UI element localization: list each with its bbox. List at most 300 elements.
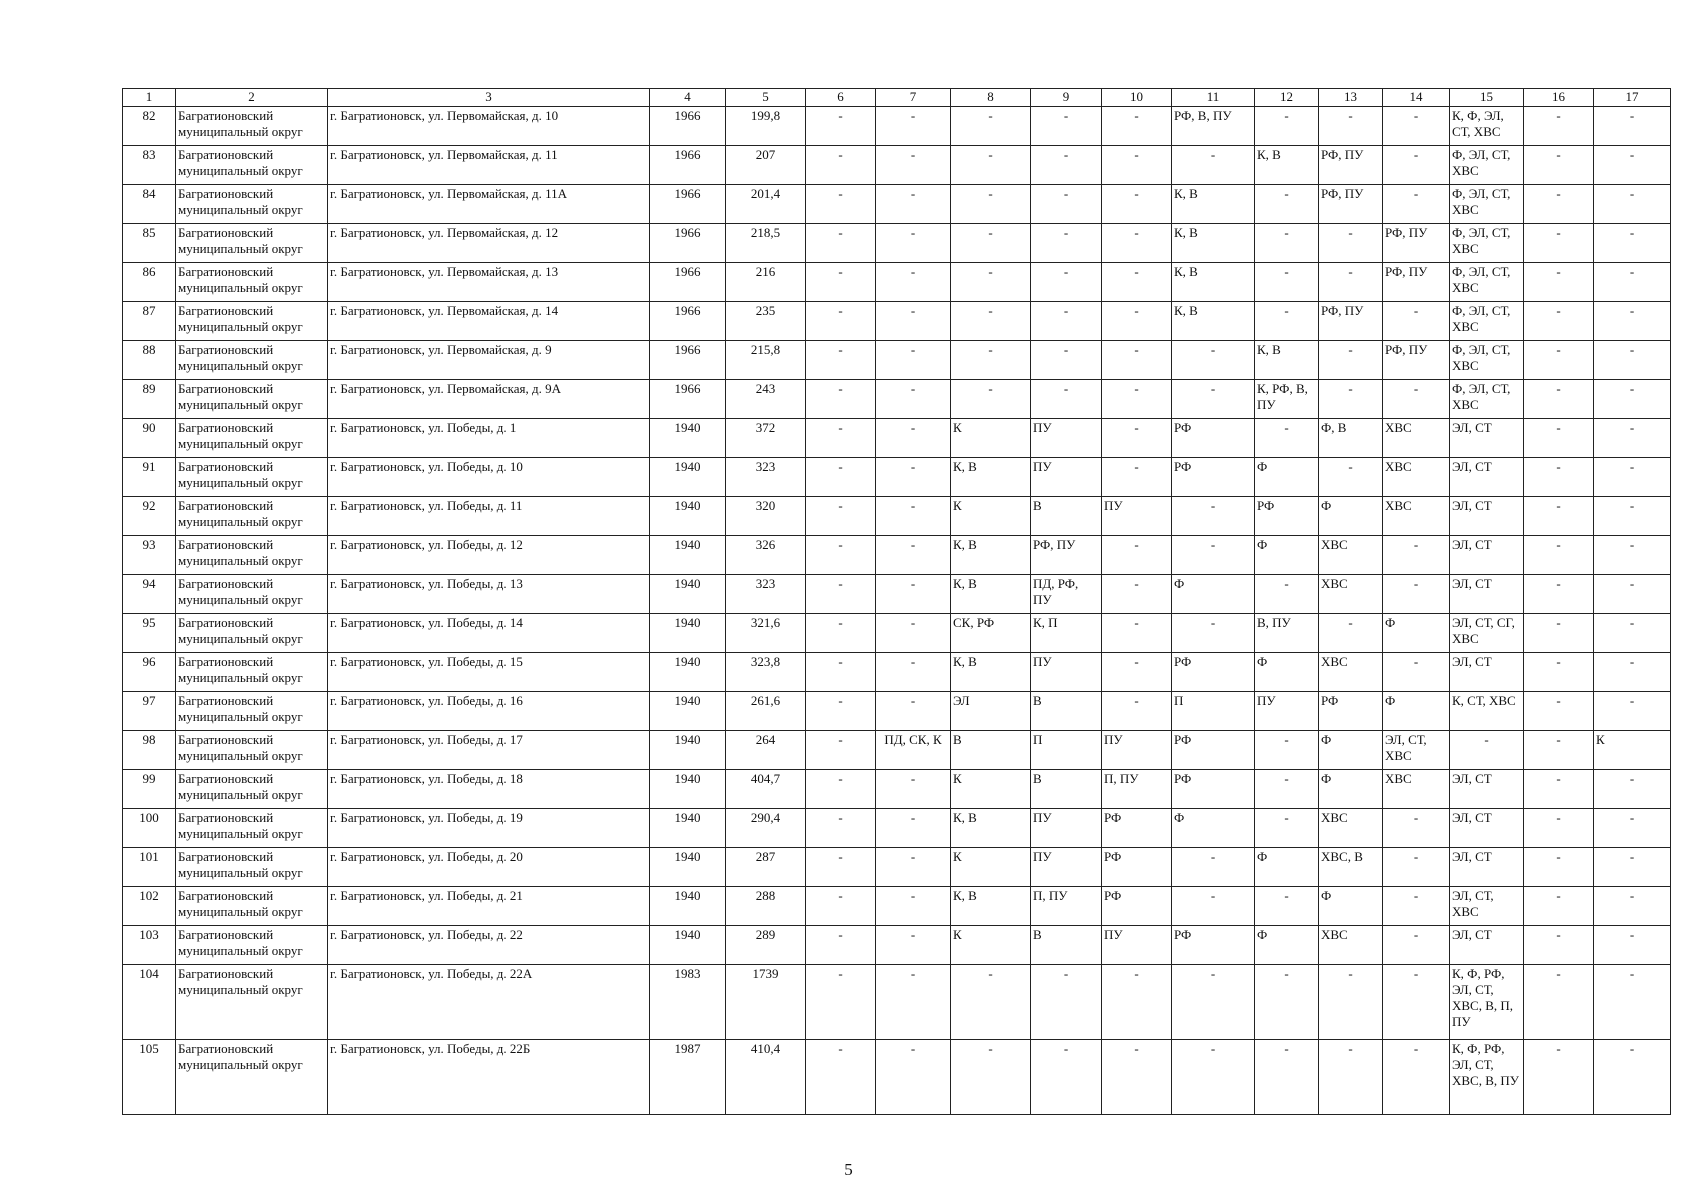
cell-col-6: - — [806, 809, 876, 848]
column-number-row — [123, 89, 1671, 107]
cell-col-17: - — [1594, 653, 1671, 692]
cell-col-3: г. Багратионовск, ул. Победы, д. 11 — [328, 497, 650, 536]
cell-col-17: - — [1594, 419, 1671, 458]
cell-col-1: 95 — [123, 614, 176, 653]
cell-col-4: 1987 — [650, 1040, 726, 1115]
cell-col-6: - — [806, 185, 876, 224]
cell-col-15: ЭЛ, СТ — [1450, 848, 1524, 887]
cell-col-16: - — [1524, 536, 1594, 575]
cell-col-6: - — [806, 146, 876, 185]
cell-col-3: г. Багратионовск, ул. Победы, д. 17 — [328, 731, 650, 770]
cell-col-15: Ф, ЭЛ, СТ, ХВС — [1450, 302, 1524, 341]
cell-col-7: - — [876, 536, 951, 575]
cell-col-6: - — [806, 341, 876, 380]
cell-col-9: В — [1031, 497, 1102, 536]
cell-col-16: - — [1524, 419, 1594, 458]
cell-col-2: Багратионовский муниципальный округ — [176, 224, 328, 263]
cell-col-8: - — [951, 341, 1031, 380]
cell-col-11: К, В — [1172, 185, 1255, 224]
cell-col-2: Багратионовский муниципальный округ — [176, 419, 328, 458]
table-row — [123, 731, 1671, 770]
cell-col-2: Багратионовский муниципальный округ — [176, 263, 328, 302]
cell-col-8: К, В — [951, 887, 1031, 926]
cell-col-4: 1966 — [650, 107, 726, 146]
cell-col-13: - — [1319, 380, 1383, 419]
cell-col-11: РФ — [1172, 926, 1255, 965]
cell-col-12: РФ — [1255, 497, 1319, 536]
cell-col-2: Багратионовский муниципальный округ — [176, 848, 328, 887]
cell-col-12: - — [1255, 1040, 1319, 1115]
cell-col-7: - — [876, 497, 951, 536]
cell-col-1: 84 — [123, 185, 176, 224]
cell-col-8: К — [951, 770, 1031, 809]
cell-col-17: - — [1594, 380, 1671, 419]
cell-col-17: - — [1594, 341, 1671, 380]
cell-col-2: Багратионовский муниципальный округ — [176, 146, 328, 185]
cell-col-15: Ф, ЭЛ, СТ, ХВС — [1450, 224, 1524, 263]
cell-col-7: - — [876, 107, 951, 146]
cell-col-10: - — [1102, 575, 1172, 614]
cell-col-7: - — [876, 263, 951, 302]
table-row — [123, 614, 1671, 653]
cell-col-13: ХВС — [1319, 809, 1383, 848]
cell-col-15: ЭЛ, СТ — [1450, 536, 1524, 575]
cell-col-7: - — [876, 341, 951, 380]
cell-col-9: В — [1031, 692, 1102, 731]
cell-col-14: - — [1383, 848, 1450, 887]
cell-col-13: Ф — [1319, 497, 1383, 536]
cell-col-15: ЭЛ, СТ — [1450, 458, 1524, 497]
cell-col-6: - — [806, 458, 876, 497]
cell-col-5: 410,4 — [726, 1040, 806, 1115]
cell-col-13: ХВС — [1319, 653, 1383, 692]
cell-col-8: К — [951, 926, 1031, 965]
cell-col-4: 1966 — [650, 185, 726, 224]
cell-col-17: - — [1594, 887, 1671, 926]
cell-col-3: г. Багратионовск, ул. Первомайская, д. 11А — [328, 185, 650, 224]
cell-col-17: - — [1594, 965, 1671, 1040]
cell-col-17: К — [1594, 731, 1671, 770]
cell-col-15: Ф, ЭЛ, СТ, ХВС — [1450, 341, 1524, 380]
cell-col-4: 1940 — [650, 692, 726, 731]
cell-col-1: 101 — [123, 848, 176, 887]
cell-col-5: 216 — [726, 263, 806, 302]
cell-col-17: - — [1594, 614, 1671, 653]
cell-col-6: - — [806, 575, 876, 614]
cell-col-2: Багратионовский муниципальный округ — [176, 614, 328, 653]
cell-col-5: 287 — [726, 848, 806, 887]
cell-col-4: 1940 — [650, 887, 726, 926]
cell-col-1: 96 — [123, 653, 176, 692]
cell-col-12: - — [1255, 419, 1319, 458]
cell-col-9: П, ПУ — [1031, 887, 1102, 926]
cell-col-12: К, РФ, В, ПУ — [1255, 380, 1319, 419]
cell-col-12: В, ПУ — [1255, 614, 1319, 653]
cell-col-7: - — [876, 224, 951, 263]
table-row — [123, 458, 1671, 497]
cell-col-7: - — [876, 1040, 951, 1115]
table-row — [123, 770, 1671, 809]
cell-col-6: - — [806, 653, 876, 692]
table-row — [123, 497, 1671, 536]
cell-col-16: - — [1524, 692, 1594, 731]
cell-col-3: г. Багратионовск, ул. Первомайская, д. 9 — [328, 341, 650, 380]
cell-col-1: 85 — [123, 224, 176, 263]
cell-col-14: - — [1383, 185, 1450, 224]
cell-col-4: 1940 — [650, 614, 726, 653]
cell-col-6: - — [806, 887, 876, 926]
column-number-3: 3 — [328, 89, 650, 107]
cell-col-4: 1940 — [650, 848, 726, 887]
cell-col-7: - — [876, 185, 951, 224]
cell-col-1: 98 — [123, 731, 176, 770]
cell-col-15: К, Ф, РФ, ЭЛ, СТ, ХВС, В, ПУ — [1450, 1040, 1524, 1115]
cell-col-16: - — [1524, 224, 1594, 263]
cell-col-9: П — [1031, 731, 1102, 770]
cell-col-11: - — [1172, 146, 1255, 185]
cell-col-15: ЭЛ, СТ — [1450, 575, 1524, 614]
cell-col-7: - — [876, 653, 951, 692]
cell-col-13: ХВС — [1319, 575, 1383, 614]
cell-col-11: - — [1172, 1040, 1255, 1115]
cell-col-4: 1966 — [650, 224, 726, 263]
cell-col-5: 323 — [726, 458, 806, 497]
cell-col-7: - — [876, 302, 951, 341]
cell-col-9: - — [1031, 107, 1102, 146]
cell-col-13: - — [1319, 263, 1383, 302]
cell-col-8: К, В — [951, 536, 1031, 575]
cell-col-7: - — [876, 848, 951, 887]
cell-col-11: К, В — [1172, 224, 1255, 263]
cell-col-14: - — [1383, 575, 1450, 614]
cell-col-11: РФ — [1172, 419, 1255, 458]
cell-col-2: Багратионовский муниципальный округ — [176, 965, 328, 1040]
cell-col-8: - — [951, 263, 1031, 302]
cell-col-14: - — [1383, 536, 1450, 575]
cell-col-1: 92 — [123, 497, 176, 536]
cell-col-3: г. Багратионовск, ул. Первомайская, д. 14 — [328, 302, 650, 341]
cell-col-4: 1966 — [650, 146, 726, 185]
cell-col-4: 1966 — [650, 341, 726, 380]
cell-col-13: - — [1319, 458, 1383, 497]
cell-col-2: Багратионовский муниципальный округ — [176, 653, 328, 692]
cell-col-1: 82 — [123, 107, 176, 146]
cell-col-16: - — [1524, 848, 1594, 887]
cell-col-8: - — [951, 965, 1031, 1040]
cell-col-9: В — [1031, 926, 1102, 965]
cell-col-6: - — [806, 692, 876, 731]
cell-col-17: - — [1594, 185, 1671, 224]
cell-col-16: - — [1524, 770, 1594, 809]
cell-col-15: - — [1450, 731, 1524, 770]
cell-col-3: г. Багратионовск, ул. Победы, д. 15 — [328, 653, 650, 692]
cell-col-17: - — [1594, 809, 1671, 848]
cell-col-3: г. Багратионовск, ул. Первомайская, д. 13 — [328, 263, 650, 302]
cell-col-15: ЭЛ, СТ, СГ, ХВС — [1450, 614, 1524, 653]
cell-col-10: - — [1102, 185, 1172, 224]
cell-col-1: 102 — [123, 887, 176, 926]
cell-col-15: ЭЛ, СТ — [1450, 926, 1524, 965]
cell-col-12: - — [1255, 887, 1319, 926]
cell-col-4: 1940 — [650, 653, 726, 692]
cell-col-8: В — [951, 731, 1031, 770]
cell-col-3: г. Багратионовск, ул. Победы, д. 20 — [328, 848, 650, 887]
cell-col-17: - — [1594, 536, 1671, 575]
cell-col-12: - — [1255, 185, 1319, 224]
cell-col-10: - — [1102, 1040, 1172, 1115]
cell-col-10: - — [1102, 146, 1172, 185]
cell-col-6: - — [806, 926, 876, 965]
cell-col-16: - — [1524, 653, 1594, 692]
cell-col-5: 264 — [726, 731, 806, 770]
cell-col-15: Ф, ЭЛ, СТ, ХВС — [1450, 185, 1524, 224]
column-number-10: 10 — [1102, 89, 1172, 107]
cell-col-15: Ф, ЭЛ, СТ, ХВС — [1450, 380, 1524, 419]
cell-col-1: 99 — [123, 770, 176, 809]
column-number-13: 13 — [1319, 89, 1383, 107]
cell-col-15: ЭЛ, СТ — [1450, 497, 1524, 536]
cell-col-10: - — [1102, 458, 1172, 497]
column-number-17: 17 — [1594, 89, 1671, 107]
cell-col-6: - — [806, 614, 876, 653]
cell-col-9: ПД, РФ, ПУ — [1031, 575, 1102, 614]
cell-col-11: Ф — [1172, 809, 1255, 848]
column-number-2: 2 — [176, 89, 328, 107]
cell-col-13: РФ, ПУ — [1319, 146, 1383, 185]
cell-col-10: РФ — [1102, 848, 1172, 887]
cell-col-16: - — [1524, 341, 1594, 380]
cell-col-9: - — [1031, 380, 1102, 419]
cell-col-2: Багратионовский муниципальный округ — [176, 458, 328, 497]
cell-col-9: - — [1031, 341, 1102, 380]
cell-col-13: - — [1319, 614, 1383, 653]
cell-col-14: ХВС — [1383, 458, 1450, 497]
cell-col-8: К — [951, 848, 1031, 887]
cell-col-5: 201,4 — [726, 185, 806, 224]
cell-col-15: ЭЛ, СТ — [1450, 653, 1524, 692]
cell-col-7: - — [876, 965, 951, 1040]
cell-col-17: - — [1594, 263, 1671, 302]
cell-col-9: В — [1031, 770, 1102, 809]
cell-col-14: - — [1383, 1040, 1450, 1115]
table-row — [123, 536, 1671, 575]
cell-col-11: - — [1172, 887, 1255, 926]
cell-col-14: ЭЛ, СТ, ХВС — [1383, 731, 1450, 770]
column-number-14: 14 — [1383, 89, 1450, 107]
cell-col-7: - — [876, 146, 951, 185]
cell-col-5: 243 — [726, 380, 806, 419]
cell-col-4: 1940 — [650, 419, 726, 458]
table-row — [123, 1040, 1671, 1115]
cell-col-17: - — [1594, 302, 1671, 341]
cell-col-17: - — [1594, 926, 1671, 965]
cell-col-7: - — [876, 614, 951, 653]
cell-col-2: Багратионовский муниципальный округ — [176, 380, 328, 419]
cell-col-12: - — [1255, 809, 1319, 848]
cell-col-10: ПУ — [1102, 731, 1172, 770]
cell-col-8: - — [951, 185, 1031, 224]
cell-col-9: - — [1031, 965, 1102, 1040]
column-number-8: 8 — [951, 89, 1031, 107]
cell-col-1: 90 — [123, 419, 176, 458]
cell-col-16: - — [1524, 107, 1594, 146]
cell-col-13: Ф — [1319, 731, 1383, 770]
cell-col-17: - — [1594, 146, 1671, 185]
table-row — [123, 302, 1671, 341]
table-row — [123, 263, 1671, 302]
cell-col-5: 235 — [726, 302, 806, 341]
cell-col-5: 261,6 — [726, 692, 806, 731]
cell-col-14: - — [1383, 926, 1450, 965]
cell-col-7: - — [876, 770, 951, 809]
cell-col-9: РФ, ПУ — [1031, 536, 1102, 575]
cell-col-1: 88 — [123, 341, 176, 380]
cell-col-10: П, ПУ — [1102, 770, 1172, 809]
cell-col-17: - — [1594, 575, 1671, 614]
cell-col-8: СК, РФ — [951, 614, 1031, 653]
table-row — [123, 575, 1671, 614]
cell-col-10: РФ — [1102, 887, 1172, 926]
column-number-15: 15 — [1450, 89, 1524, 107]
column-number-4: 4 — [650, 89, 726, 107]
cell-col-13: ХВС, В — [1319, 848, 1383, 887]
cell-col-11: РФ — [1172, 731, 1255, 770]
cell-col-11: - — [1172, 341, 1255, 380]
cell-col-16: - — [1524, 809, 1594, 848]
cell-col-12: Ф — [1255, 848, 1319, 887]
cell-col-13: РФ, ПУ — [1319, 302, 1383, 341]
table-row — [123, 146, 1671, 185]
table-row — [123, 107, 1671, 146]
cell-col-16: - — [1524, 380, 1594, 419]
cell-col-5: 323,8 — [726, 653, 806, 692]
cell-col-6: - — [806, 263, 876, 302]
cell-col-2: Багратионовский муниципальный округ — [176, 809, 328, 848]
cell-col-10: - — [1102, 380, 1172, 419]
cell-col-6: - — [806, 770, 876, 809]
cell-col-16: - — [1524, 926, 1594, 965]
cell-col-11: Ф — [1172, 575, 1255, 614]
cell-col-15: ЭЛ, СТ — [1450, 770, 1524, 809]
cell-col-16: - — [1524, 887, 1594, 926]
cell-col-13: - — [1319, 224, 1383, 263]
cell-col-14: - — [1383, 302, 1450, 341]
cell-col-16: - — [1524, 302, 1594, 341]
cell-col-8: - — [951, 1040, 1031, 1115]
cell-col-4: 1966 — [650, 302, 726, 341]
cell-col-9: К, П — [1031, 614, 1102, 653]
cell-col-15: ЭЛ, СТ — [1450, 809, 1524, 848]
cell-col-10: - — [1102, 692, 1172, 731]
cell-col-2: Багратионовский муниципальный округ — [176, 107, 328, 146]
cell-col-10: РФ — [1102, 809, 1172, 848]
cell-col-3: г. Багратионовск, ул. Первомайская, д. 9А — [328, 380, 650, 419]
cell-col-1: 103 — [123, 926, 176, 965]
cell-col-1: 93 — [123, 536, 176, 575]
cell-col-4: 1940 — [650, 458, 726, 497]
cell-col-13: - — [1319, 965, 1383, 1040]
cell-col-11: - — [1172, 848, 1255, 887]
cell-col-16: - — [1524, 575, 1594, 614]
cell-col-12: - — [1255, 302, 1319, 341]
table-row — [123, 380, 1671, 419]
cell-col-9: ПУ — [1031, 458, 1102, 497]
cell-col-14: - — [1383, 965, 1450, 1040]
cell-col-13: РФ — [1319, 692, 1383, 731]
cell-col-16: - — [1524, 1040, 1594, 1115]
cell-col-1: 100 — [123, 809, 176, 848]
cell-col-1: 87 — [123, 302, 176, 341]
cell-col-10: - — [1102, 614, 1172, 653]
cell-col-2: Багратионовский муниципальный округ — [176, 575, 328, 614]
cell-col-10: - — [1102, 107, 1172, 146]
cell-col-3: г. Багратионовск, ул. Первомайская, д. 12 — [328, 224, 650, 263]
column-number-1: 1 — [123, 89, 176, 107]
cell-col-10: - — [1102, 302, 1172, 341]
cell-col-1: 105 — [123, 1040, 176, 1115]
cell-col-12: - — [1255, 224, 1319, 263]
cell-col-4: 1966 — [650, 380, 726, 419]
column-number-7: 7 — [876, 89, 951, 107]
cell-col-1: 94 — [123, 575, 176, 614]
cell-col-16: - — [1524, 185, 1594, 224]
cell-col-10: - — [1102, 263, 1172, 302]
cell-col-2: Багратионовский муниципальный округ — [176, 341, 328, 380]
table-body — [123, 107, 1671, 1115]
cell-col-6: - — [806, 107, 876, 146]
cell-col-15: Ф, ЭЛ, СТ, ХВС — [1450, 263, 1524, 302]
cell-col-11: - — [1172, 380, 1255, 419]
cell-col-13: Ф — [1319, 887, 1383, 926]
cell-col-13: - — [1319, 341, 1383, 380]
cell-col-8: К, В — [951, 653, 1031, 692]
cell-col-9: - — [1031, 263, 1102, 302]
cell-col-11: РФ — [1172, 653, 1255, 692]
cell-col-3: г. Багратионовск, ул. Победы, д. 22 — [328, 926, 650, 965]
cell-col-17: - — [1594, 692, 1671, 731]
column-number-9: 9 — [1031, 89, 1102, 107]
cell-col-9: - — [1031, 185, 1102, 224]
cell-col-14: - — [1383, 146, 1450, 185]
cell-col-11: РФ, В, ПУ — [1172, 107, 1255, 146]
cell-col-3: г. Багратионовск, ул. Победы, д. 13 — [328, 575, 650, 614]
cell-col-12: Ф — [1255, 653, 1319, 692]
cell-col-17: - — [1594, 848, 1671, 887]
cell-col-2: Багратионовский муниципальный округ — [176, 536, 328, 575]
cell-col-7: - — [876, 458, 951, 497]
cell-col-8: - — [951, 302, 1031, 341]
cell-col-8: - — [951, 146, 1031, 185]
cell-col-1: 83 — [123, 146, 176, 185]
cell-col-4: 1983 — [650, 965, 726, 1040]
table-row — [123, 965, 1671, 1040]
table-row — [123, 653, 1671, 692]
cell-col-9: - — [1031, 146, 1102, 185]
cell-col-5: 199,8 — [726, 107, 806, 146]
cell-col-16: - — [1524, 146, 1594, 185]
cell-col-14: Ф — [1383, 692, 1450, 731]
cell-col-2: Багратионовский муниципальный округ — [176, 770, 328, 809]
cell-col-3: г. Багратионовск, ул. Победы, д. 18 — [328, 770, 650, 809]
cell-col-11: - — [1172, 536, 1255, 575]
cell-col-7: - — [876, 692, 951, 731]
cell-col-3: г. Багратионовск, ул. Победы, д. 1 — [328, 419, 650, 458]
cell-col-8: К, В — [951, 458, 1031, 497]
cell-col-11: РФ — [1172, 770, 1255, 809]
table-row — [123, 692, 1671, 731]
cell-col-14: - — [1383, 887, 1450, 926]
cell-col-12: ПУ — [1255, 692, 1319, 731]
